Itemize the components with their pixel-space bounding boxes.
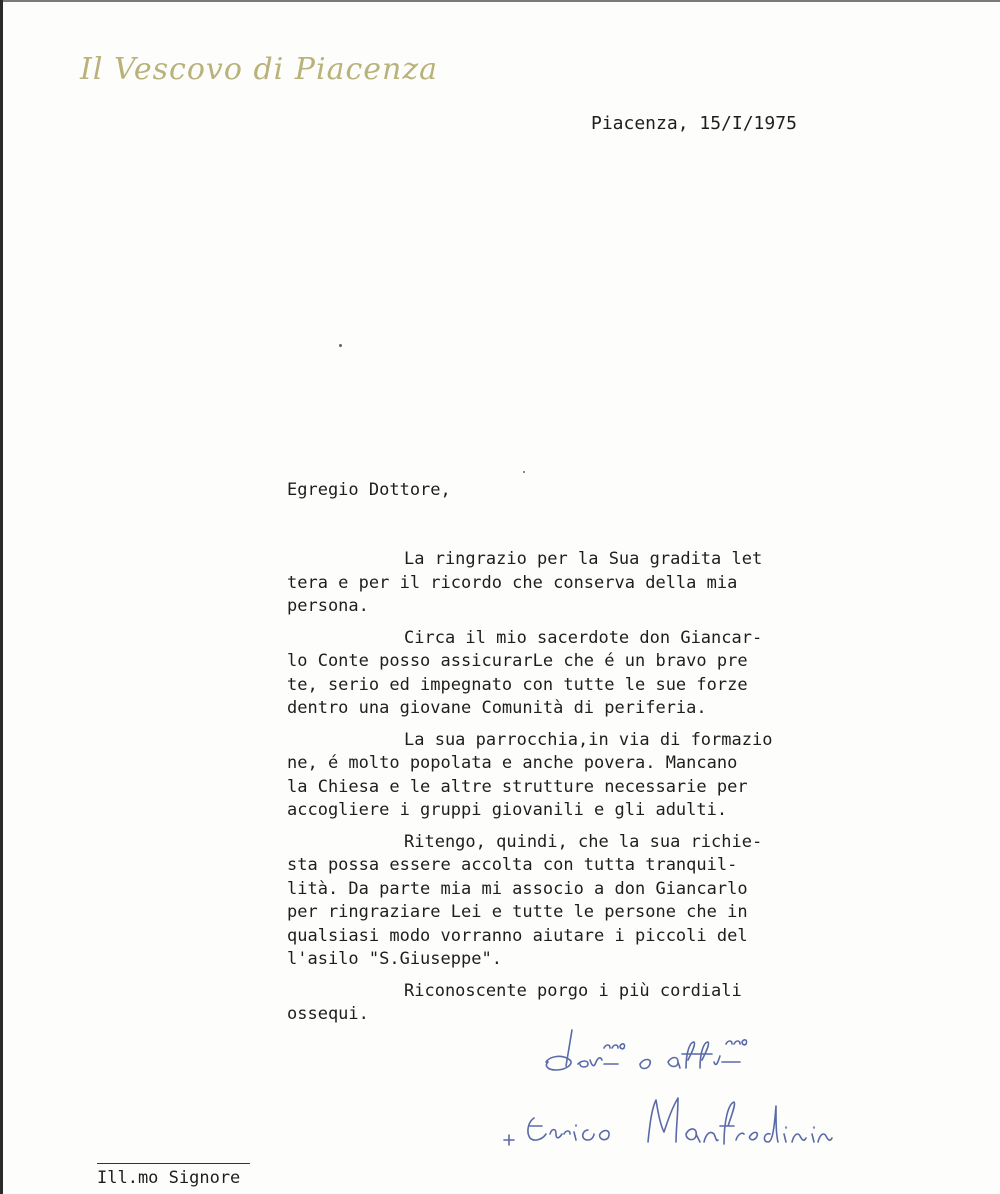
date-line: Piacenza, 15/I/1975 [591, 113, 797, 134]
page-left-edge [0, 0, 3, 1194]
body-line: accogliere i gruppi giovanili e gli adulti. [287, 800, 728, 820]
body-line: l'asilo "S.Giuseppe". [287, 949, 502, 969]
body-line: per ringraziare Lei e tutte le persone che in [287, 902, 748, 922]
letter-body [287, 548, 827, 1035]
page-top-edge [0, 0, 1000, 2]
paragraph-2 [287, 627, 827, 721]
body-line: sta possa essere accolta con tutta tranquil- [287, 855, 738, 875]
body-line: persona. [287, 596, 369, 616]
paper-speck [523, 471, 525, 473]
body-line: La ringrazio per la Sua gradita let [404, 549, 763, 569]
body-line: te, serio ed impegnato con tutte le sue forze [287, 674, 748, 695]
salutation: Egregio Dottore, [287, 480, 451, 500]
body-line: ne, é molto popolata e anche povera. Mancano [287, 753, 738, 773]
body-line: lo Conte posso assicurarLe che é un bravo pre [287, 651, 748, 671]
body-line: La sua parrocchia,in via di formazio [404, 729, 773, 750]
body-line: dentro una giovane Comunità di periferia. [287, 698, 707, 718]
recipient-rule [97, 1163, 250, 1164]
body-line: Riconoscente porgo i più cordiali [404, 980, 742, 1001]
handwritten-signature [500, 1022, 860, 1162]
body-line: Circa il mio sacerdote don Giancar- [404, 627, 763, 648]
paper-speck [339, 344, 342, 347]
body-line: qualsiasi modo vorranno aiutare i piccoli del [287, 925, 748, 946]
paragraph-4 [287, 831, 827, 972]
body-line: Ritengo, quindi, che la sua richie- [404, 831, 763, 852]
letterhead: Il Vescovo di Piacenza [80, 52, 439, 87]
body-line: tera e per il ricordo che conserva della mia [287, 572, 738, 593]
recipient-address: Ill.mo Signore [97, 1168, 241, 1188]
paragraph-3 [287, 729, 827, 823]
body-line: la Chiesa e le altre strutture necessarie per [287, 776, 748, 797]
body-line: lità. Da parte mia mi associo a don Giancarlo [287, 878, 748, 899]
paragraph-1 [287, 548, 827, 619]
body-line: ossequi. [287, 1004, 369, 1024]
paragraph-5 [287, 980, 827, 1027]
